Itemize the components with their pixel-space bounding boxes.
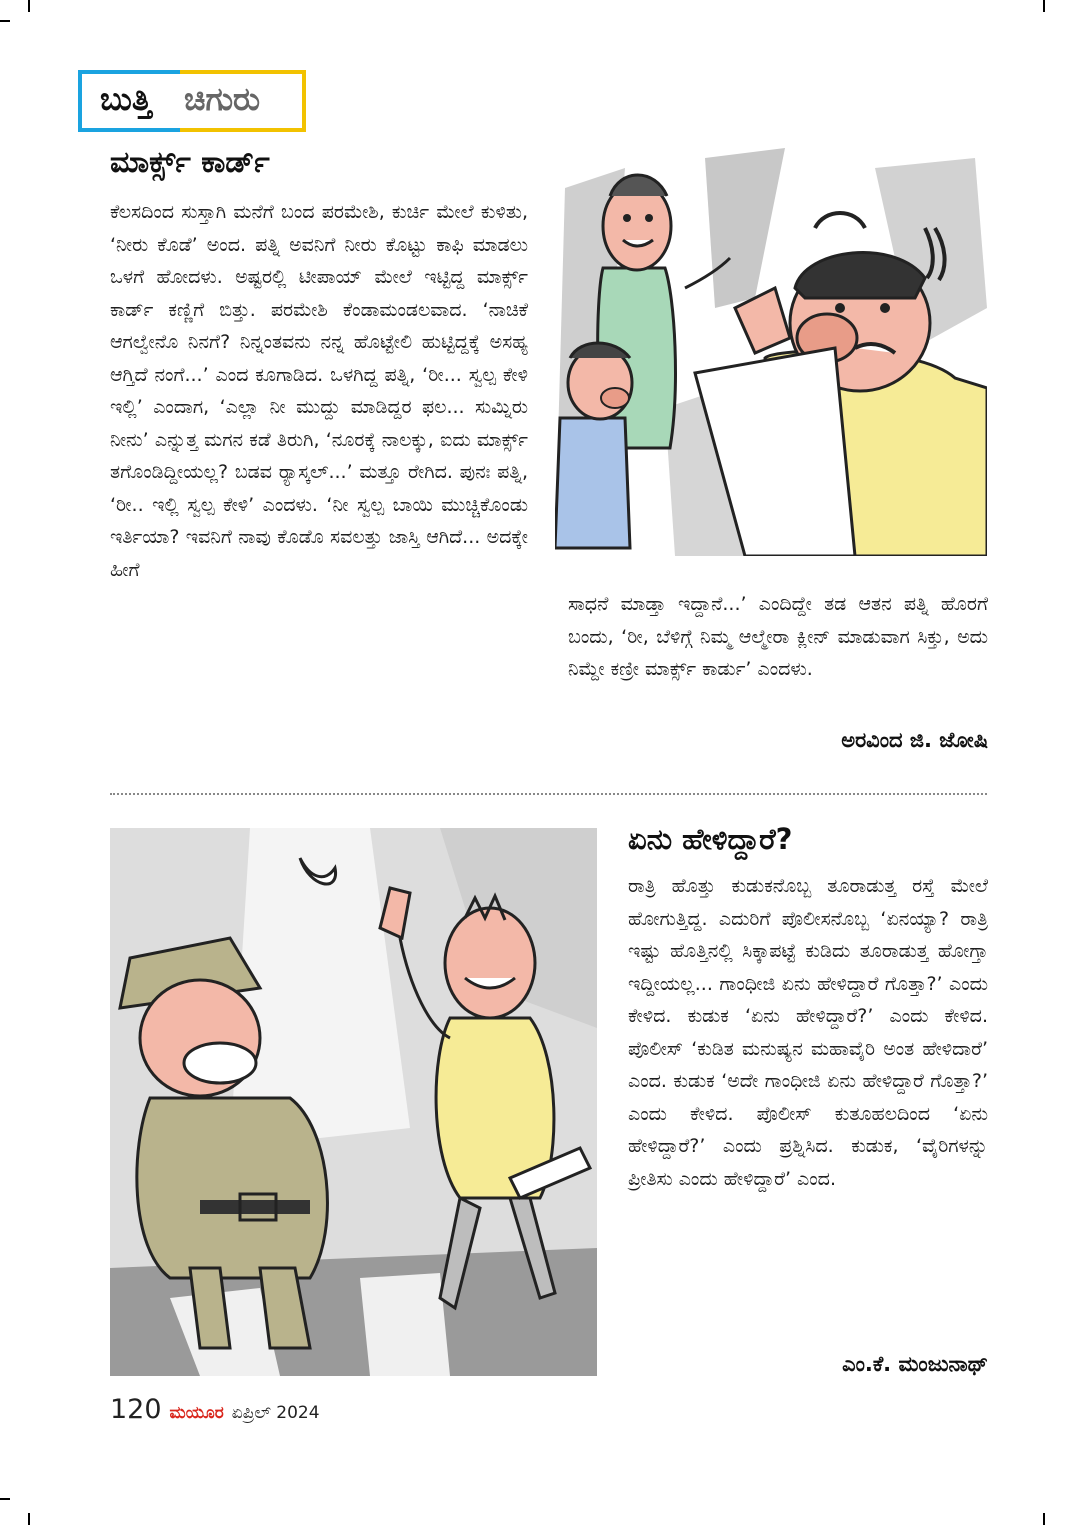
story2-author: ಎಂ.ಕೆ. ಮಂಜುನಾಥ್ <box>842 1352 988 1376</box>
page-footer <box>110 1394 320 1430</box>
crop-mark <box>28 1513 30 1525</box>
magazine-logo: ಮಯೂರ <box>169 1403 224 1423</box>
story2-title: ಏನು ಹೇಳಿದ್ದಾರೆ? <box>628 822 793 856</box>
crop-mark <box>1043 0 1045 12</box>
crop-mark <box>28 0 30 12</box>
crop-mark <box>0 20 10 22</box>
section-label-part2: ಚಿಗುರು <box>184 80 261 118</box>
section-label-part1: ಬುತ್ತಿ <box>100 80 152 118</box>
issue-date: ಏಪ್ರಿಲ್ 2024 <box>231 1403 320 1423</box>
story1-body-right: ಸಾಧನೆ ಮಾಡ್ತಾ ಇದ್ದಾನೆ...’ ಎಂದಿದ್ದೇ ತಡ ಆತನ ಪತ್ನಿ ಹೊರಗೆ ಬಂದು, ‘ರೀ, ಬೆಳಿಗ್ಗೆ ನಿಮ್ಮ ಆಲ್ಮೇರಾ ಕ್ಲೀನ್ ಮಾಡುವಾಗ ಸಿಕ್ತು, ಅದು ನಿಮ್ದೇ ಕಣ್ರೀ ಮಾರ್ಕ್ಸ್ ಕಾರ್ಡು’ ಎಂದಳು. <box>568 593 988 680</box>
story1-body-left: ಕೆಲಸದಿಂದ ಸುಸ್ತಾಗಿ ಮನೆಗೆ ಬಂದ ಪರಮೇಶಿ, ಕುರ್ಚಿ ಮೇಲೆ ಕುಳಿತು, ‘ನೀರು ಕೊಡೆ’ ಅಂದ. ಪತ್ನಿ ಅವನಿಗೆ ನೀರು ಕೊಟ್ಟು ಕಾಫಿ ಮಾಡಲು ಒಳಗೆ ಹೋದಳು. ಅಷ್ಟರಲ್ಲಿ ಟೀಪಾಯ್ ಮೇಲೆ ಇಟ್ಟಿದ್ದ ಮಾರ್ಕ್ಸ್ ಕಾರ್ಡ್ ಕಣ್ಣಿಗೆ ಬಿತ್ತು. ಪರಮೇಶಿ ಕೆಂಡಾಮಂಡಲವಾದ. ‘ನಾಚಿಕೆ ಆಗಲ್ವೇನೊ ನಿನಗೆ? ನಿನ್ನಂತವನು ನನ್ನ ಹೊಟ್ಟೇಲಿ ಹುಟ್ಟಿದ್ದಕ್ಕೆ ಅಸಹ್ಯ ಆಗ್ತಿದೆ ನಂಗೆ...’ ಎಂದ ಕೂಗಾಡಿದ. ಒಳಗಿದ್ದ ಪತ್ನಿ, ‘ರೀ... ಸ್ವಲ್ಪ ಕೇಳಿ ಇಲ್ಲಿ’ ಎಂದಾಗ, ‘ಎಲ್ಲಾ ನೀ ಮುದ್ದು ಮಾಡಿದ್ದರ ಫಲ... ಸುಮ್ನಿರು ನೀನು’ ಎನ್ನುತ್ತ ಮಗನ ಕಡೆ ತಿರುಗಿ, ‘ನೂರಕ್ಕೆ ನಾಲಕ್ಕು, ಐದು ಮಾರ್ಕ್ಸ್ ತಗೊಂಡಿದ್ದೀಯಲ್ಲ? ಬಡವ ರ್‍ಯಾಸ್ಕಲ್...’ ಮತ್ತೂ ರೇಗಿದ. ಪುನಃ ಪತ್ನಿ, ‘ರೀ.. ಇಲ್ಲಿ ಸ್ವಲ್ಪ ಕೇಳಿ’ ಎಂದಳು. ‘ನೀ ಸ್ವಲ್ಪ ಬಾಯಿ ಮುಚ್ಚಿಕೊಂಡು ಇರ್ತಿಯಾ? ಇವನಿಗೆ ನಾವು ಕೊಡೊ ಸವಲತ್ತು ಜಾಸ್ತಿ ಆಗಿದೆ... ಅದಕ್ಕೇ ಹೀಗೆ <box>110 201 528 581</box>
family-cartoon-illustration <box>555 148 987 556</box>
story1-author: ಅರವಿಂದ ಜಿ. ಜೋಷಿ <box>841 728 988 752</box>
story1-title: ಮಾರ್ಕ್ಸ್‌ ಕಾರ್ಡ್‌ <box>110 145 270 180</box>
story2-body: ರಾತ್ರಿ ಹೊತ್ತು ಕುಡುಕನೊಬ್ಬ ತೂರಾಡುತ್ತ ರಸ್ತೆ ಮೇಲೆ ಹೋಗುತ್ತಿದ್ದ. ಎದುರಿಗೆ ಪೊಲೀಸನೊಬ್ಬ ‘ಏನಯ್ಯಾ? ರಾತ್ರಿ ಇಷ್ಟು ಹೊತ್ತಿನಲ್ಲಿ ಸಿಕ್ಕಾಪಟ್ಟೆ ಕುಡಿದು ತೂರಾಡುತ್ತ ಹೋಗ್ತಾ ಇದ್ದೀಯಲ್ಲ... ಗಾಂಧೀಜಿ ಏನು ಹೇಳಿದ್ದಾರೆ ಗೊತ್ತಾ?’ ಎಂದು ಕೇಳಿದ. ಕುಡುಕ ‘ಏನು ಹೇಳಿದ್ದಾರೆ?’ ಎಂದು ಕೇಳಿದ. ಪೊಲೀಸ್ ‘ಕುಡಿತ ಮನುಷ್ಯನ ಮಹಾವೈರಿ ಅಂತ ಹೇಳಿದಾರೆ’ ಎಂದ. ಕುಡುಕ ‘ಅದೇ ಗಾಂಧೀಜಿ ಏನು ಹೇಳಿದ್ದಾರೆ ಗೊತ್ತಾ?’ ಎಂದು ಕೇಳಿದ. ಪೊಲೀಸ್ ಕುತೂಹಲದಿಂದ ‘ಏನು ಹೇಳಿದ್ದಾರೆ?’ ಎಂದು ಪ್ರಶ್ನಿಸಿದ. ಕುಡುಕ, ‘ವೈರಿಗಳನ್ನು ಪ್ರೀತಿಸು ಎಂದು ಹೇಳಿದ್ದಾರೆ’ ಎಂದ. <box>628 875 988 1190</box>
crop-mark <box>0 1498 10 1500</box>
section-tag <box>78 70 306 132</box>
story-divider <box>110 793 987 795</box>
police-drunkard-cartoon-illustration <box>110 828 597 1376</box>
page-number: 120 <box>110 1394 162 1425</box>
crop-mark <box>1043 1513 1045 1525</box>
